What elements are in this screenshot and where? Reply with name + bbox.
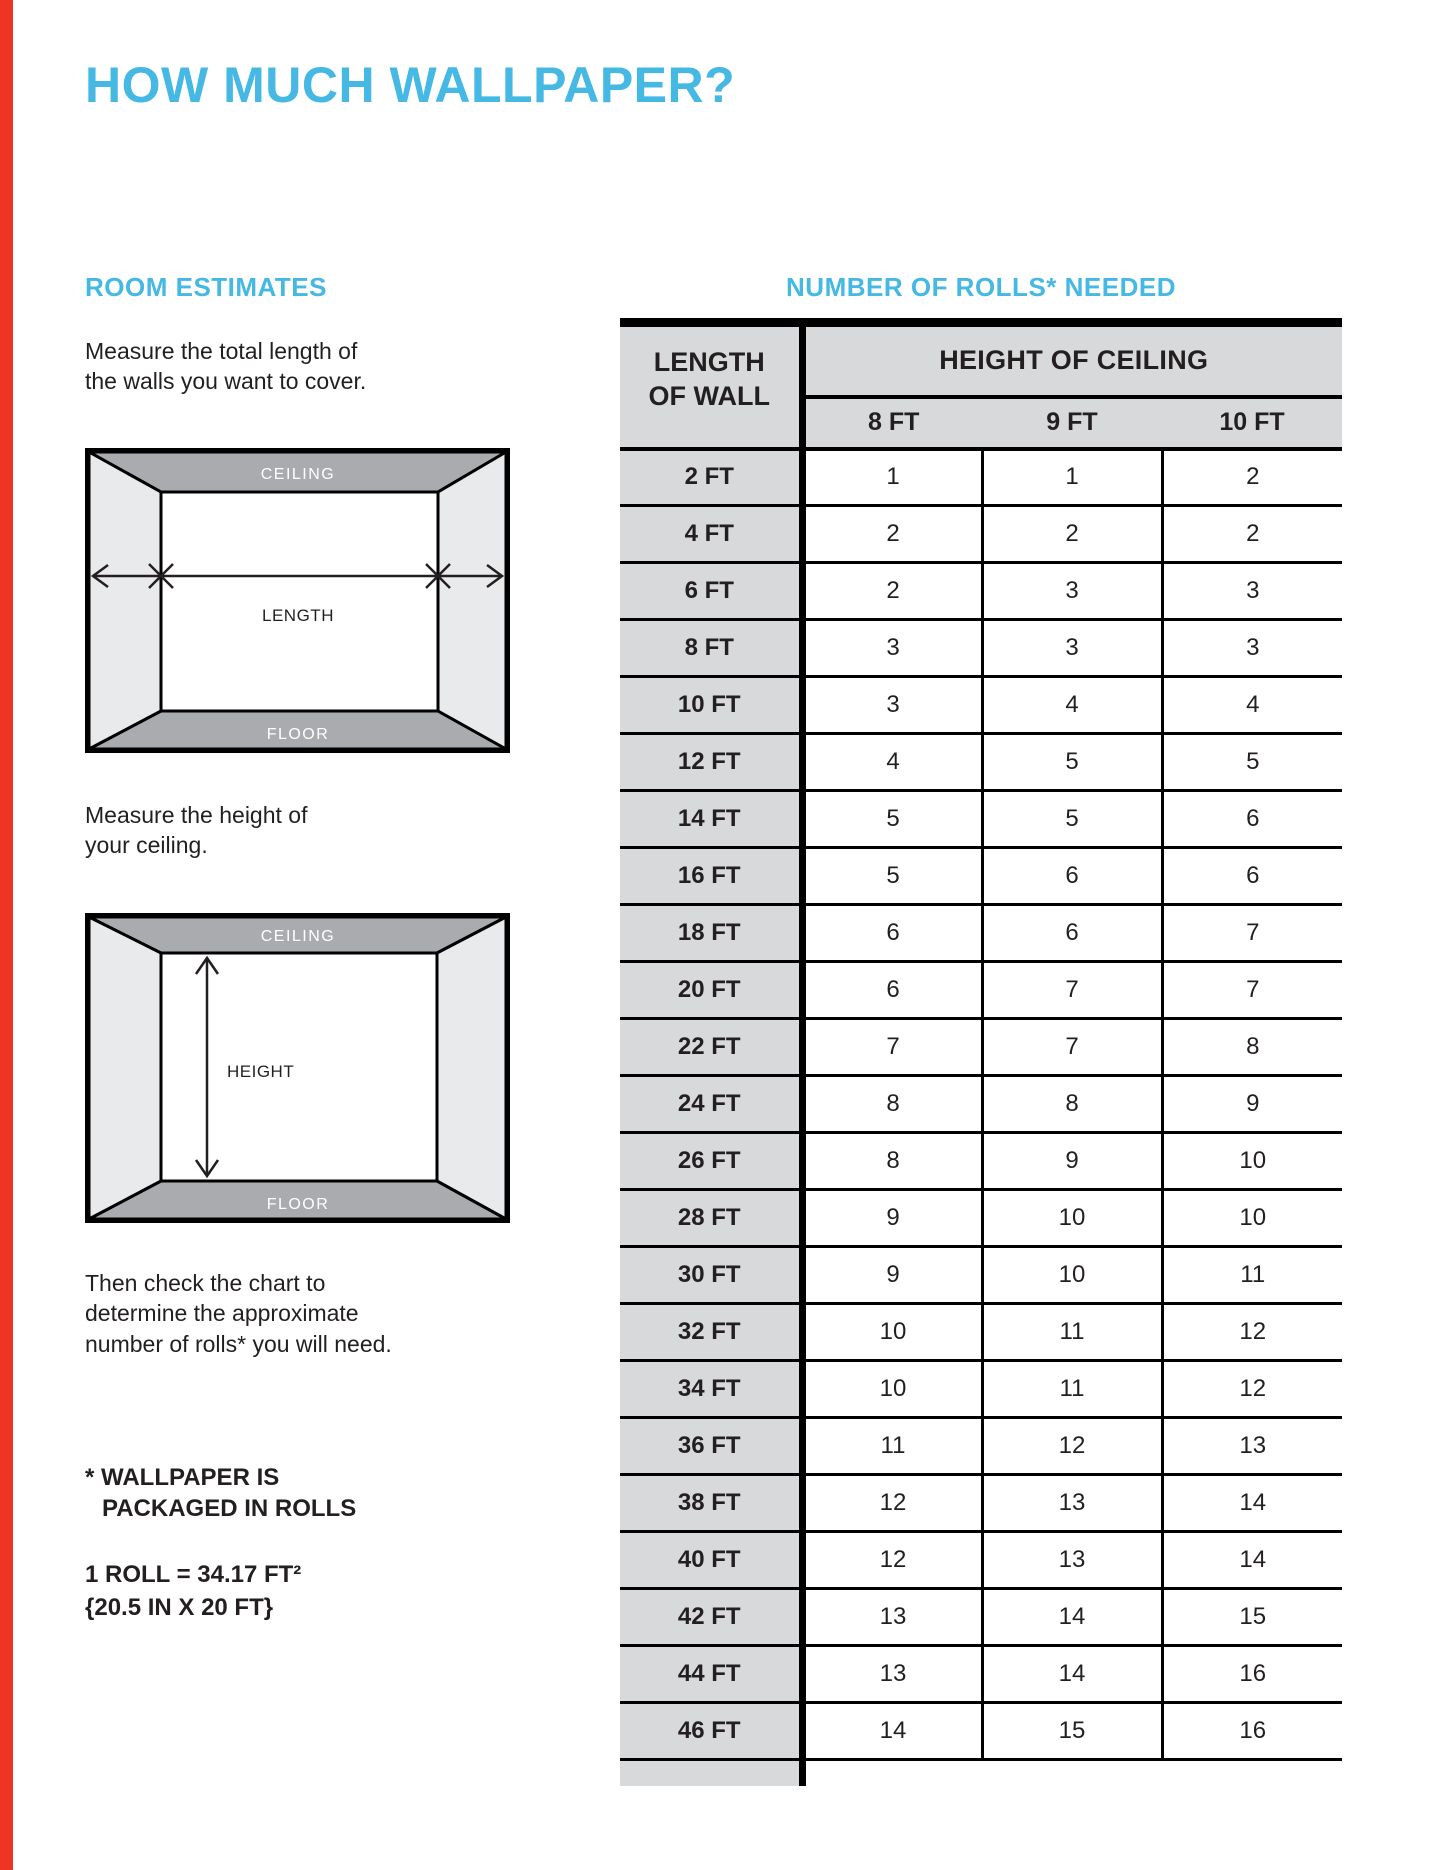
wall-length-cell: 44 FT: [620, 1646, 802, 1703]
col-header-8ft: 8 FT: [802, 397, 982, 449]
table-row: [620, 1475, 1342, 1532]
rolls-value-cell: 6: [982, 905, 1162, 962]
table-row: [620, 1361, 1342, 1418]
table-row: [620, 563, 1342, 620]
rolls-value-cell: 4: [982, 677, 1162, 734]
rolls-value-cell: 2: [1162, 506, 1342, 563]
rolls-value-cell: 2: [1162, 449, 1342, 506]
rolls-value-cell: 10: [802, 1304, 982, 1361]
table-header-row: [620, 323, 1342, 397]
wall-length-cell: 32 FT: [620, 1304, 802, 1361]
table-row: [620, 1646, 1342, 1703]
wall-length-cell: 8 FT: [620, 620, 802, 677]
left-wall: [89, 917, 161, 1219]
height-of-ceiling-header: HEIGHT OF CEILING: [802, 323, 1342, 397]
rolls-value-cell: 12: [802, 1532, 982, 1589]
rolls-value-cell: 11: [982, 1361, 1162, 1418]
rolls-value-cell: 13: [982, 1475, 1162, 1532]
table-row: [620, 620, 1342, 677]
rolls-value-cell: 5: [982, 791, 1162, 848]
wall-length-cell: 30 FT: [620, 1247, 802, 1304]
table-row: [620, 1247, 1342, 1304]
rolls-value-cell: 8: [982, 1076, 1162, 1133]
text-line: number of rolls* you will need.: [85, 1330, 392, 1357]
rolls-table: [620, 318, 1342, 1786]
table-row: [620, 677, 1342, 734]
text-line: PACKAGED IN ROLLS: [102, 1495, 357, 1523]
height-label: HEIGHT: [227, 1062, 295, 1081]
wall-length-cell: 36 FT: [620, 1418, 802, 1475]
wall-length-cell: 14 FT: [620, 791, 802, 848]
text-line: Measure the height of: [85, 802, 308, 828]
table-tail-row: [620, 1760, 1342, 1786]
rolls-value-cell: 2: [802, 563, 982, 620]
wall-length-cell: 22 FT: [620, 1019, 802, 1076]
table-row: [620, 1076, 1342, 1133]
wall-length-cell: 4 FT: [620, 506, 802, 563]
rolls-value-cell: 2: [982, 506, 1162, 563]
rolls-value-cell: 5: [1162, 734, 1342, 791]
wall-length-cell: 12 FT: [620, 734, 802, 791]
right-wall: [438, 452, 506, 749]
rolls-value-cell: 7: [982, 1019, 1162, 1076]
rolls-value-cell: 11: [802, 1418, 982, 1475]
text-line: the walls you want to cover.: [85, 368, 367, 395]
text-line: OF WALL: [648, 380, 770, 411]
rolls-value-cell: 1: [802, 449, 982, 506]
rolls-value-cell: 4: [802, 734, 982, 791]
wall-length-cell: 46 FT: [620, 1703, 802, 1760]
floor-label: FLOOR: [266, 1196, 330, 1213]
rolls-value-cell: 14: [1162, 1475, 1342, 1532]
rolls-value-cell: 7: [802, 1019, 982, 1076]
rolls-value-cell: 8: [802, 1133, 982, 1190]
rolls-value-cell: 12: [802, 1475, 982, 1532]
table-row: [620, 1133, 1342, 1190]
rolls-value-cell: 14: [1162, 1532, 1342, 1589]
wall-length-cell: 6 FT: [620, 563, 802, 620]
ceiling-label: CEILING: [260, 466, 336, 483]
table-row: [620, 1589, 1342, 1646]
table-row: [620, 1703, 1342, 1760]
wall-length-cell: 38 FT: [620, 1475, 802, 1532]
rolls-value-cell: 8: [1162, 1019, 1342, 1076]
rolls-needed-heading: NUMBER OF ROLLS* NEEDED: [786, 272, 1176, 302]
wall-length-cell: 34 FT: [620, 1361, 802, 1418]
text-line: * WALLPAPER IS: [85, 1464, 280, 1491]
instruction-measure-length: [85, 336, 366, 397]
col-header-9ft: 9 FT: [982, 397, 1162, 449]
rolls-value-cell: 15: [982, 1703, 1162, 1760]
rolls-value-cell: 5: [802, 791, 982, 848]
wall-length-cell: 18 FT: [620, 905, 802, 962]
floor-label: FLOOR: [266, 726, 330, 743]
table-row: [620, 506, 1342, 563]
back-wall: [161, 953, 437, 1181]
label-column-tail: [620, 1760, 802, 1786]
rolls-value-cell: 12: [1162, 1304, 1342, 1361]
rolls-value-cell: 10: [1162, 1133, 1342, 1190]
rolls-value-cell: 3: [1162, 620, 1342, 677]
rolls-value-cell: 12: [1162, 1361, 1342, 1418]
table-row: [620, 848, 1342, 905]
page-title: HOW MUCH WALLPAPER?: [85, 57, 736, 113]
rolls-value-cell: 4: [1162, 677, 1342, 734]
rolls-value-cell: 1: [982, 449, 1162, 506]
wall-length-cell: 16 FT: [620, 848, 802, 905]
right-wall: [437, 917, 506, 1219]
rolls-value-cell: 5: [982, 734, 1162, 791]
rolls-value-cell: 15: [1162, 1589, 1342, 1646]
rolls-value-cell: 16: [1162, 1646, 1342, 1703]
rolls-value-cell: 10: [802, 1361, 982, 1418]
rolls-value-cell: 3: [982, 563, 1162, 620]
rolls-value-cell: 5: [802, 848, 982, 905]
rolls-value-cell: 11: [982, 1304, 1162, 1361]
rolls-value-cell: 6: [1162, 791, 1342, 848]
rolls-value-cell: 14: [802, 1703, 982, 1760]
rolls-value-cell: 3: [982, 620, 1162, 677]
rolls-value-cell: 6: [982, 848, 1162, 905]
rolls-value-cell: 13: [802, 1646, 982, 1703]
roll-size-info: [85, 1558, 301, 1624]
text-line: Then check the chart to: [85, 1270, 326, 1296]
table-row: [620, 962, 1342, 1019]
text-line: determine the approximate: [85, 1300, 359, 1327]
rolls-value-cell: 3: [1162, 563, 1342, 620]
wall-length-cell: 40 FT: [620, 1532, 802, 1589]
rolls-value-cell: 10: [982, 1247, 1162, 1304]
instruction-measure-height: [85, 800, 307, 861]
rolls-value-cell: 7: [1162, 905, 1342, 962]
rolls-value-cell: 6: [802, 905, 982, 962]
table-row: [620, 1418, 1342, 1475]
length-label: LENGTH: [262, 606, 334, 625]
rolls-value-cell: 2: [802, 506, 982, 563]
rolls-value-cell: 9: [802, 1247, 982, 1304]
rolls-value-cell: 3: [802, 677, 982, 734]
ceiling-label: CEILING: [260, 928, 336, 945]
rolls-value-cell: 9: [1162, 1076, 1342, 1133]
wall-length-cell: 24 FT: [620, 1076, 802, 1133]
wall-length-cell: 2 FT: [620, 449, 802, 506]
col-header-10ft: 10 FT: [1162, 397, 1342, 449]
rolls-value-cell: 8: [802, 1076, 982, 1133]
wall-length-cell: 20 FT: [620, 962, 802, 1019]
rolls-value-cell: 12: [982, 1418, 1162, 1475]
table-row: [620, 1190, 1342, 1247]
table-row: [620, 1304, 1342, 1361]
rolls-value-cell: 9: [802, 1190, 982, 1247]
table-row: [620, 1532, 1342, 1589]
text-line: Measure the total length of: [85, 338, 358, 364]
wall-length-cell: 28 FT: [620, 1190, 802, 1247]
rolls-value-cell: 13: [1162, 1418, 1342, 1475]
wallpaper-packaging-note: [85, 1462, 356, 1524]
rolls-value-cell: 14: [982, 1589, 1162, 1646]
rolls-value-cell: 16: [1162, 1703, 1342, 1760]
rolls-value-cell: 11: [1162, 1247, 1342, 1304]
instruction-check-chart: [85, 1268, 392, 1359]
text-line: {20.5 IN X 20 FT}: [85, 1594, 274, 1622]
table-row: [620, 791, 1342, 848]
wall-length-cell: 26 FT: [620, 1133, 802, 1190]
back-wall: [161, 492, 438, 711]
rolls-value-cell: 9: [982, 1133, 1162, 1190]
tail-spacer: [802, 1760, 1342, 1786]
text-line: 1 ROLL = 34.17 FT²: [85, 1561, 302, 1588]
rolls-value-cell: 10: [1162, 1190, 1342, 1247]
table-row: [620, 449, 1342, 506]
rolls-value-cell: 7: [1162, 962, 1342, 1019]
wall-length-cell: 10 FT: [620, 677, 802, 734]
text-line: your ceiling.: [85, 832, 208, 859]
table-row: [620, 1019, 1342, 1076]
text-line: LENGTH: [653, 347, 765, 377]
table-row: [620, 734, 1342, 791]
room-length-diagram: [85, 448, 510, 753]
rolls-value-cell: 10: [982, 1190, 1162, 1247]
length-of-wall-header: [620, 323, 802, 449]
room-height-diagram: [85, 913, 510, 1223]
rolls-value-cell: 13: [982, 1532, 1162, 1589]
rolls-table-body: [620, 449, 1342, 1760]
rolls-value-cell: 3: [802, 620, 982, 677]
room-estimates-heading: ROOM ESTIMATES: [85, 272, 327, 302]
rolls-value-cell: 14: [982, 1646, 1162, 1703]
table-row: [620, 905, 1342, 962]
left-wall: [89, 452, 161, 749]
rolls-value-cell: 6: [802, 962, 982, 1019]
left-edge-accent-stripe: [0, 0, 13, 1870]
rolls-value-cell: 6: [1162, 848, 1342, 905]
rolls-value-cell: 7: [982, 962, 1162, 1019]
wall-length-cell: 42 FT: [620, 1589, 802, 1646]
rolls-value-cell: 13: [802, 1589, 982, 1646]
